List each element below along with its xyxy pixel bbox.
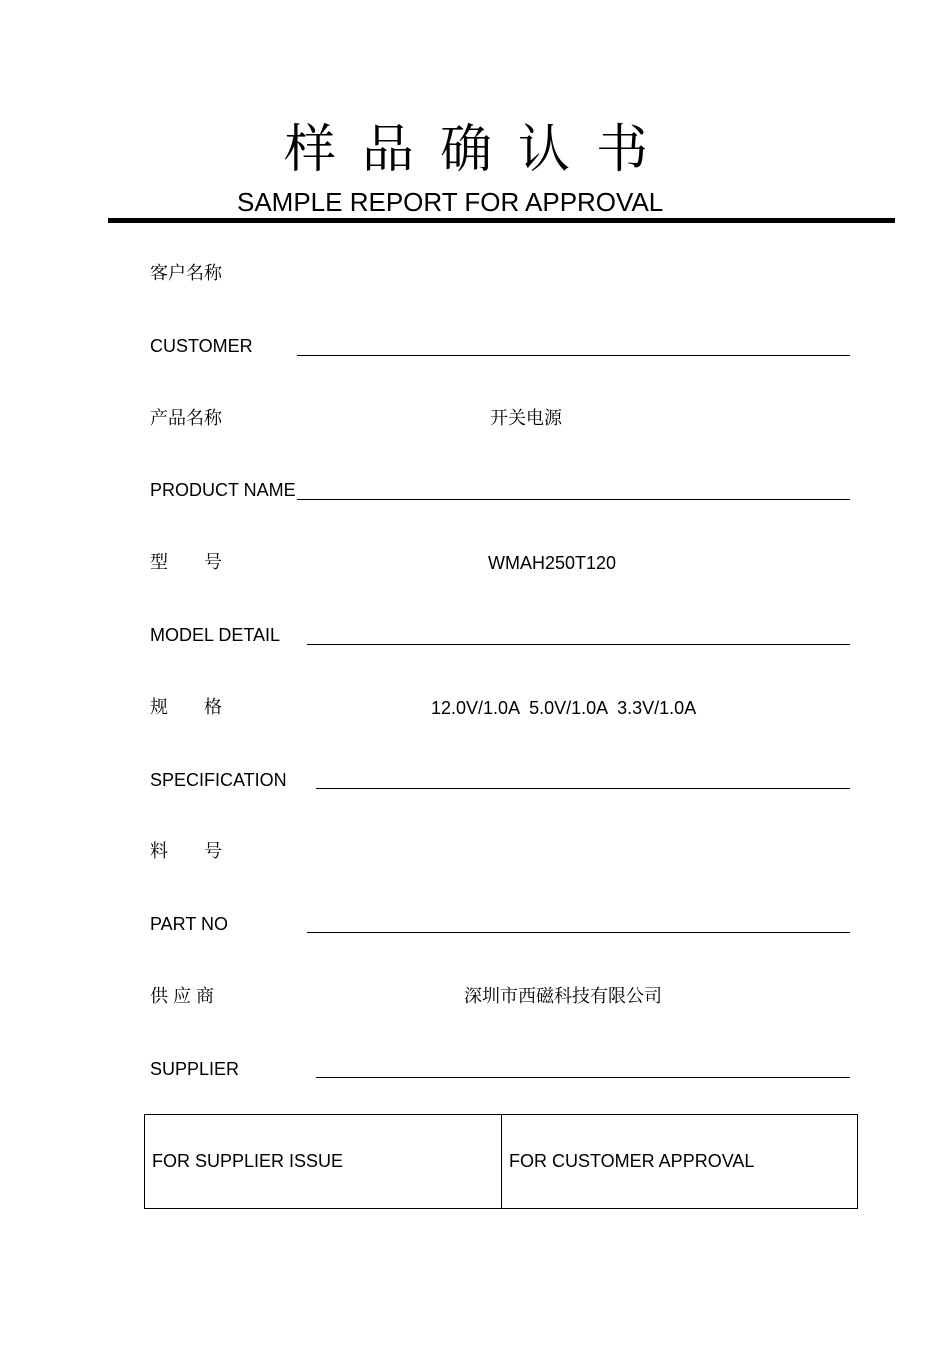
model-value: WMAH250T120 xyxy=(488,553,617,573)
customer-approval-cell xyxy=(502,1115,857,1208)
product-name-label-cn: 产品名称 xyxy=(150,408,222,428)
page-title-english: SAMPLE REPORT FOR APPROVAL xyxy=(237,187,664,217)
specification-label-en: SPECIFICATION xyxy=(150,770,287,790)
supplier-value: 深圳市西磁科技有限公司 xyxy=(464,986,662,1006)
product-name-field-line xyxy=(297,499,850,500)
customer-label-en: CUSTOMER xyxy=(150,336,253,356)
title-underline xyxy=(108,218,895,223)
specification-field-line xyxy=(316,788,850,789)
supplier-label-cn: 供 应 商 xyxy=(150,986,215,1006)
specification-value: 12.0V/1.0A 5.0V/1.0A 3.3V/1.0A xyxy=(431,698,697,718)
customer-label-cn: 客户名称 xyxy=(150,263,222,283)
model-field-line xyxy=(307,644,850,645)
model-label-en: MODEL DETAIL xyxy=(150,625,281,645)
specification-label-cn: 规 格 xyxy=(150,697,222,717)
customer-field-line xyxy=(297,355,850,356)
product-name-value: 开关电源 xyxy=(490,408,562,428)
supplier-field-line xyxy=(316,1077,850,1078)
customer-approval-label: FOR CUSTOMER APPROVAL xyxy=(509,1151,755,1171)
product-name-label-en: PRODUCT NAME xyxy=(150,480,296,500)
page-title-chinese: 样品确认书 xyxy=(283,120,674,180)
part-no-field-line xyxy=(307,932,850,933)
supplier-issue-cell xyxy=(145,1115,502,1208)
supplier-issue-label: FOR SUPPLIER ISSUE xyxy=(152,1151,344,1171)
supplier-label-en: SUPPLIER xyxy=(150,1059,240,1079)
part-no-label-en: PART NO xyxy=(150,914,229,934)
approval-table xyxy=(144,1114,858,1209)
model-label-cn: 型 号 xyxy=(150,552,222,572)
part-no-label-cn: 料 号 xyxy=(150,841,222,861)
